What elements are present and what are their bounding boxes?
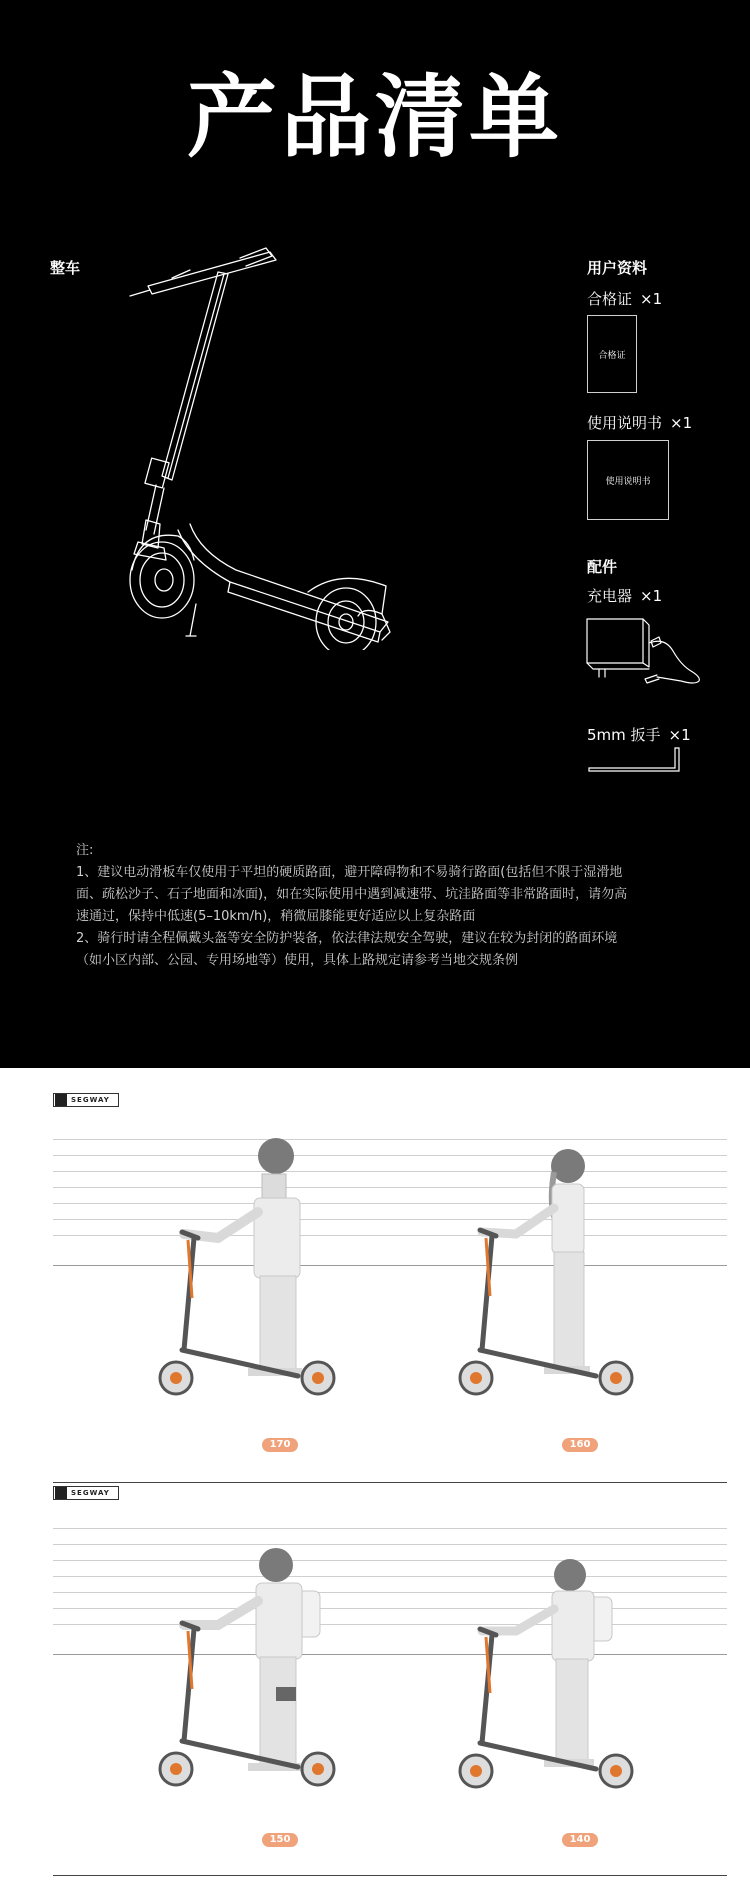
height-panel [53,1093,727,1483]
height-badge: 170 [262,1438,298,1452]
segway-logo-mark-icon [55,1094,67,1106]
manual-label: 使用说明书 [587,414,663,432]
user-docs-section-label: 用户资料 [587,259,648,277]
certificate-box-text: 合格证 [598,350,626,361]
scooter-illustration [120,230,480,650]
charger-item [587,585,662,606]
manual-item [587,412,692,433]
charger-qty: ×1 [640,587,663,605]
manual-box-text: 使用说明书 [605,476,651,487]
hero-banner [0,0,750,200]
vehicle-section-label: 整车 [50,259,81,277]
brand-name: SEGWAY [71,1096,110,1104]
wrench-label: 5mm 扳手 [587,726,661,744]
rider-figure [148,1541,338,1791]
certificate-thumbnail [587,315,637,393]
notes-line: 速通过，保持中低速(5–10km/h)，稍微屈膝能更好适应以上复杂路面 [76,909,476,924]
notes-heading: 注: [76,843,94,858]
usage-notes [76,840,676,972]
wrench-item [587,724,691,745]
page-title: 产品清单 [187,65,563,170]
brand-logo [53,1093,119,1107]
height-badge: 160 [562,1438,598,1452]
notes-line: （如小区内部、公园、专用场地等）使用，具体上路规定请参考当地交规条例 [76,953,519,968]
charger-illustration [585,615,710,695]
rider-figure [148,1128,338,1398]
manual-qty: ×1 [670,414,693,432]
rider-figure [448,1138,638,1398]
certificate-label: 合格证 [587,290,633,308]
certificate-item [587,288,662,309]
package-contents [0,200,750,1068]
brand-logo [53,1486,119,1500]
segway-logo-mark-icon [55,1487,67,1499]
height-badge: 140 [562,1833,598,1847]
rider-figure [448,1551,638,1791]
charger-label: 充电器 [587,587,633,605]
notes-line: 2、骑行时请全程佩戴头盔等安全防护装备，依法律法规安全驾驶，建议在较为封闭的路面环境 [76,931,618,946]
notes-line: 面、疏松沙子、石子地面和冰面)，如在实际使用中遇到减速带、坑洼路面等非常路面时，请勿高 [76,887,628,902]
notes-line: 1、建议电动滑板车仅使用于平坦的硬质路面，避开障碍物和不易骑行路面(包括但不限于湿滑地 [76,865,623,880]
certificate-qty: ×1 [640,290,663,308]
rider-height-guide [0,1068,750,1883]
wrench-qty: ×1 [668,726,691,744]
accessories-section-label: 配件 [587,558,618,576]
manual-thumbnail [587,440,669,520]
height-panel [53,1486,727,1876]
wrench-illustration [587,744,683,772]
height-badge: 150 [262,1833,298,1847]
brand-name: SEGWAY [71,1489,110,1497]
